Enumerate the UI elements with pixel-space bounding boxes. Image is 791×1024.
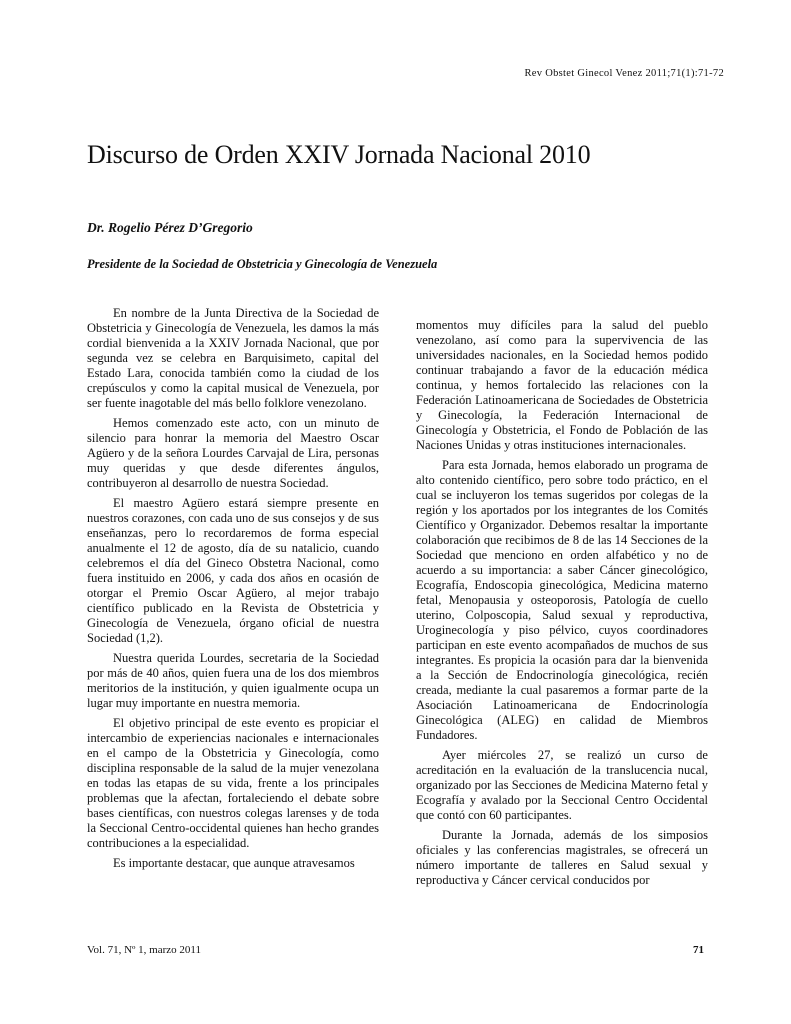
paragraph: momentos muy difíciles para la salud del pueblo venezolano, así como para la supervivencia de las universidades nacionales, en la Sociedad hemos podido continuar trabajando a favor de la educación médica continua, y hemos fortalecido las relaciones con la Federación Latinoamericana de Sociedades de Obstetricia y Ginecología, la Federación Internacional de Ginecología y Obstetricia, el Fondo de Población de las Naciones Unidas y otras instituciones internacionales.	[416, 318, 708, 452]
paragraph: Ayer miércoles 27, se realizó un curso de acreditación en la evaluación de la translucencia nucal, organizado por las Secciones de Medicina Materno fetal y Ecografía y avalado por la Seccional Centro Occidental que contó con 60 participantes.	[416, 748, 708, 822]
article-title: Discurso de Orden XXIV Jornada Nacional 2010	[87, 140, 591, 169]
paragraph: Durante la Jornada, además de los simposios oficiales y las conferencias magistrales, se ofrecerá un número importante de talleres en Salud sexual y reproductiva y Cáncer cervical conducidos por	[416, 828, 708, 887]
page-number: 71	[693, 944, 704, 956]
paragraph: Para esta Jornada, hemos elaborado un programa de alto contenido científico, pero sobre todo práctico, en el cual se incluyeron los temas sugeridos por colegas de la región y los aportados por los integrantes de los Comités Científico y Organizador. Debemos resaltar la importante colaboración que recibimos de 8 de las 14 Secciones de la Sociedad que menciono en orden alfabético y no de acuerdo a su importancia: a saber Cáncer ginecológico, Ecografía, Endoscopia ginecológica, Medicina materno fetal, Menopausia y osteoporosis, Patología de cuello uterino, Colposcopia, Salud sexual y reproductiva, Uroginecología y piso pélvico, cuyos coordinadores participan en este evento acompañados de muchos de sus integrantes. Es propicia la ocasión para dar la bienvenida a la Sección de Endocrinología ginecológica, recién creada, mediante la cual pasaremos a formar parte de la Asociación Latinoamericana de Endocrinología Ginecológica (ALEG) en calidad de Miembros Fundadores.	[416, 458, 708, 742]
paragraph: El objetivo principal de este evento es propiciar el intercambio de experiencias nacionales e internacionales en el campo de la Obstetricia y Ginecología, como disciplina responsable de la salud de la mujer venezolana en todas las etapas de su vida, frente a los principales problemas que la afectan, fortaleciendo el debate sobre bases científicas, con nuestros colegas larenses y de toda la Seccional Centro-occidental quienes han hecho grandes contribuciones a la especialidad.	[87, 716, 379, 850]
paragraph: El maestro Agüero estará siempre presente en nuestros corazones, con cada uno de sus consejos y de sus enseñanzas, pero lo recordaremos de forma especial anualmente el 12 de agosto, día de su natalicio, cuando celebremos el día del Gineco Obstetra Nacional, como fuera instituido en 2006, y cada dos años en ocasión de otorgar el Premio Oscar Agüero, al mejor trabajo científico publicado en la Revista de Obstetricia y Ginecología de Venezuela, órgano oficial de nuestra Sociedad (1,2).	[87, 496, 379, 645]
paragraph: Nuestra querida Lourdes, secretaria de la Sociedad por más de 40 años, quien fuera una de los dos miembros meritorios de la institución, y quien igualmente ocupa un lugar muy importante en nuestra memoria.	[87, 651, 379, 710]
paragraph: Hemos comenzado este acto, con un minuto de silencio para honrar la memoria del Maestro Oscar Agüero y de la señora Lourdes Carvajal de Lira, personas muy queridas y que desde diferentes ángulos, contribuyeron al desarrollo de nuestra Sociedad.	[87, 416, 379, 490]
left-column	[87, 306, 379, 871]
paragraph: En nombre de la Junta Directiva de la Sociedad de Obstetricia y Ginecología de Venezuela, les damos la más cordial bienvenida a la XXIV Jornada Nacional, que por segunda vez se celebra en Barquisimeto, capital del Estado Lara, conocida también como la ciudad de los crepúsculos y como la capital musical de Venezuela, por ser fuente inagotable del más bello folklore venezolano.	[87, 306, 379, 410]
author-name: Dr. Rogelio Pérez D’Gregorio	[87, 220, 253, 235]
author-affiliation: Presidente de la Sociedad de Obstetricia y Ginecología de Venezuela	[87, 257, 438, 271]
paragraph: Es importante destacar, que aunque atravesamos	[113, 856, 355, 870]
running-head: Rev Obstet Ginecol Venez 2011;71(1):71-72	[524, 68, 724, 79]
right-column	[416, 318, 708, 888]
footer-issue: Vol. 71, Nº 1, marzo 2011	[87, 944, 202, 956]
